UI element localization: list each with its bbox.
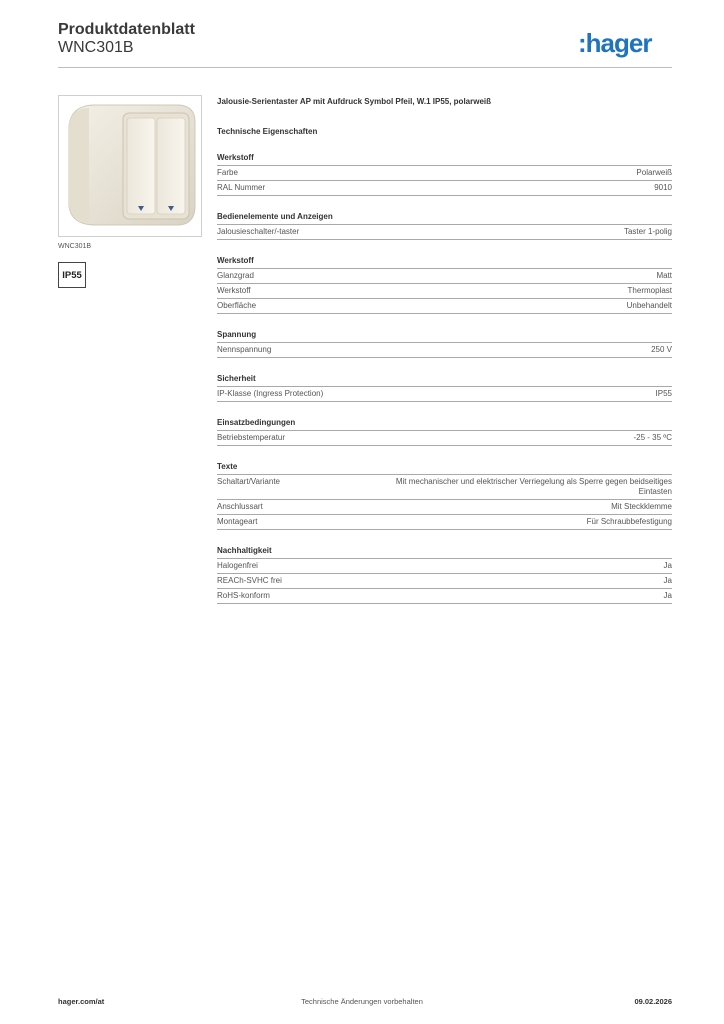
property-value: Ja — [663, 591, 672, 600]
property-label: Halogenfrei — [217, 561, 258, 570]
property-group — [217, 153, 672, 196]
rocker-switch-icon — [59, 96, 201, 236]
property-value: IP55 — [655, 389, 672, 398]
property-label: REACh-SVHC frei — [217, 576, 282, 585]
property-row — [217, 181, 672, 196]
property-value: Matt — [656, 271, 672, 280]
property-value: Ja — [663, 561, 672, 570]
product-description: Jalousie-Serientaster AP mit Aufdruck Symbol Pfeil, W.1 IP55, polarweiß — [217, 97, 492, 106]
property-group — [217, 330, 672, 358]
property-label: RAL Nummer — [217, 183, 266, 192]
property-value: 250 V — [651, 345, 672, 354]
property-value: Polarweiß — [636, 168, 672, 177]
group-title: Werkstoff — [217, 153, 672, 166]
property-row — [217, 589, 672, 604]
product-code: WNC301B — [58, 39, 134, 56]
property-label: Nennspannung — [217, 345, 272, 354]
page-title: Produktdatenblatt — [58, 21, 195, 38]
logo-text: :hager — [578, 28, 652, 58]
group-title: Bedienelemente und Anzeigen — [217, 212, 672, 225]
hager-logo — [578, 28, 651, 58]
property-row — [217, 343, 672, 358]
property-label: Schaltart/Variante — [217, 477, 280, 486]
property-label: RoHS-konform — [217, 591, 270, 600]
property-value: Unbehandelt — [626, 301, 672, 310]
group-title: Spannung — [217, 330, 672, 343]
property-label: IP-Klasse (Ingress Protection) — [217, 389, 324, 398]
property-row — [217, 475, 672, 500]
group-title: Sicherheit — [217, 374, 672, 387]
property-row — [217, 269, 672, 284]
product-image — [58, 95, 202, 237]
footer-website: hager.com/at — [58, 997, 105, 1006]
footer-notice: Technische Änderungen vorbehalten — [301, 997, 423, 1006]
group-title: Einsatzbedingungen — [217, 418, 672, 431]
property-group — [217, 462, 672, 530]
property-row — [217, 387, 672, 402]
header-divider — [58, 67, 672, 68]
property-value: Mit Steckklemme — [611, 502, 672, 511]
property-value: Ja — [663, 576, 672, 585]
property-row — [217, 500, 672, 515]
property-row — [217, 225, 672, 240]
property-value: -25 - 35 ºC — [633, 433, 672, 442]
group-title: Werkstoff — [217, 256, 672, 269]
section-heading: Technische Eigenschaften — [217, 127, 318, 136]
image-caption: WNC301B — [58, 243, 92, 250]
property-label: Oberfläche — [217, 301, 257, 310]
property-value: Thermoplast — [627, 286, 672, 295]
property-label: Glanzgrad — [217, 271, 254, 280]
property-value: 9010 — [654, 183, 672, 192]
property-row — [217, 559, 672, 574]
property-row — [217, 284, 672, 299]
property-group — [217, 212, 672, 240]
group-title: Texte — [217, 462, 672, 475]
product-content — [217, 97, 672, 604]
property-row — [217, 166, 672, 181]
property-value: Taster 1-polig — [623, 227, 672, 236]
property-group — [217, 374, 672, 402]
property-label: Anschlussart — [217, 502, 263, 511]
property-label: Betriebstemperatur — [217, 433, 286, 442]
property-group — [217, 256, 672, 314]
ip-rating-badge: IP55 — [58, 262, 86, 288]
property-groups — [217, 153, 672, 604]
property-label: Jalousieschalter/-taster — [217, 227, 300, 236]
property-label: Werkstoff — [217, 286, 251, 295]
property-group — [217, 418, 672, 446]
group-title: Nachhaltigkeit — [217, 546, 672, 559]
property-value: Mit mechanischer und elektrischer Verriegelung als Sperre gegen beidseitiges Eintasten — [395, 477, 672, 496]
property-row — [217, 431, 672, 446]
property-row — [217, 574, 672, 589]
property-group — [217, 546, 672, 604]
property-value: Für Schraubbefestigung — [586, 517, 672, 526]
property-label: Farbe — [217, 168, 238, 177]
property-row — [217, 299, 672, 314]
property-label: Montageart — [217, 517, 258, 526]
property-row — [217, 515, 672, 530]
footer-date: 09.02.2026 — [634, 997, 672, 1006]
